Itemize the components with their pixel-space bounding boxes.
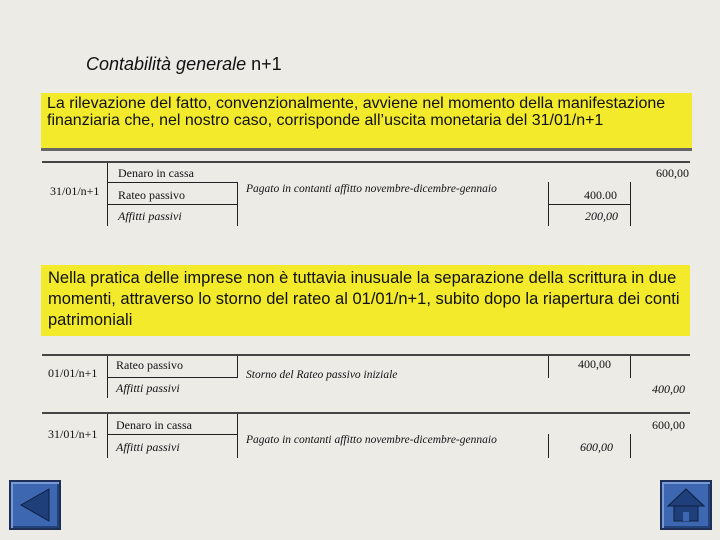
entry1-account-divider: [237, 182, 238, 226]
entry1-date: 31/01/n+1: [50, 184, 100, 198]
entry2-account-divider: [237, 356, 238, 378]
entry3-account-divider: [237, 414, 238, 458]
entry3-description: Pagato in contanti affitto novembre-dicembre-gennaio: [246, 434, 497, 446]
entry3-amount-divider: [630, 434, 631, 458]
entry1-top-rule: [42, 161, 690, 163]
entry1-amount-divider: [630, 182, 631, 226]
entry3-amount-1: 600,00: [652, 418, 685, 432]
home-icon: [662, 482, 710, 528]
slide-title-text: Contabilità generale: [86, 54, 247, 74]
entry1-debit-account: Denaro in cassa: [118, 166, 194, 180]
entry3-amount-2: 600,00: [580, 440, 613, 454]
previous-slide-button[interactable]: [9, 480, 61, 530]
entry1-date-divider: [107, 163, 108, 226]
entry1-credit-account-1: Rateo passivo: [118, 188, 185, 202]
entry3-top-rule: [42, 412, 690, 414]
explanation-note-2: Nella pratica delle imprese non è tuttavia inusuale la separazione della scrittura in due momenti, attraverso lo storno del rateo al 01/01/n+1, subito dopo la riapertura dei conti patrimoniali: [41, 265, 690, 336]
entry2-amount-1: 400,00: [578, 357, 611, 371]
entry1-amount-rule: [548, 204, 630, 205]
entry3-row-rule: [107, 434, 237, 435]
entry1-amount-total: 600,00: [656, 166, 689, 180]
entry2-date: 01/01/n+1: [48, 366, 98, 380]
entry1-amount-2: 200,00: [585, 209, 618, 223]
entry2-account-1: Rateo passivo: [116, 358, 183, 372]
home-button[interactable]: [660, 480, 712, 530]
entry3-desc-divider: [548, 434, 549, 458]
entry1-credit-account-2: Affitti passivi: [118, 209, 182, 223]
entry2-description: Storno del Rateo passivo iniziale: [246, 369, 398, 381]
entry2-amount-2: 400,00: [652, 382, 685, 396]
entry3-date: 31/01/n+1: [48, 427, 98, 441]
entry1-row-rule-2: [107, 204, 237, 205]
entry2-account-2: Affitti passivi: [116, 381, 180, 395]
entry3-account-2: Affitti passivi: [116, 440, 180, 454]
arrow-left-icon: [11, 482, 59, 528]
entry3-account-1: Denaro in cassa: [116, 418, 192, 432]
slide-title: [86, 54, 282, 75]
explanation-note-1: La rilevazione del fatto, convenzionalmente, avviene nel momento della manifestazione finanziaria che, nel nostro caso, corrisponde all’uscita monetaria del 31/01/n+1: [41, 93, 692, 151]
slide-title-suffix: n+1: [251, 54, 282, 74]
entry2-row-rule: [107, 377, 237, 378]
entry1-row-rule-1: [107, 182, 237, 183]
entry2-amount-divider: [630, 356, 631, 378]
entry2-top-rule: [42, 354, 690, 356]
entry1-description: Pagato in contanti affitto novembre-dicembre-gennaio: [246, 183, 497, 195]
entry2-desc-divider: [548, 356, 549, 378]
entry1-amount-1: 400.00: [584, 188, 617, 202]
entry3-date-divider: [107, 414, 108, 458]
